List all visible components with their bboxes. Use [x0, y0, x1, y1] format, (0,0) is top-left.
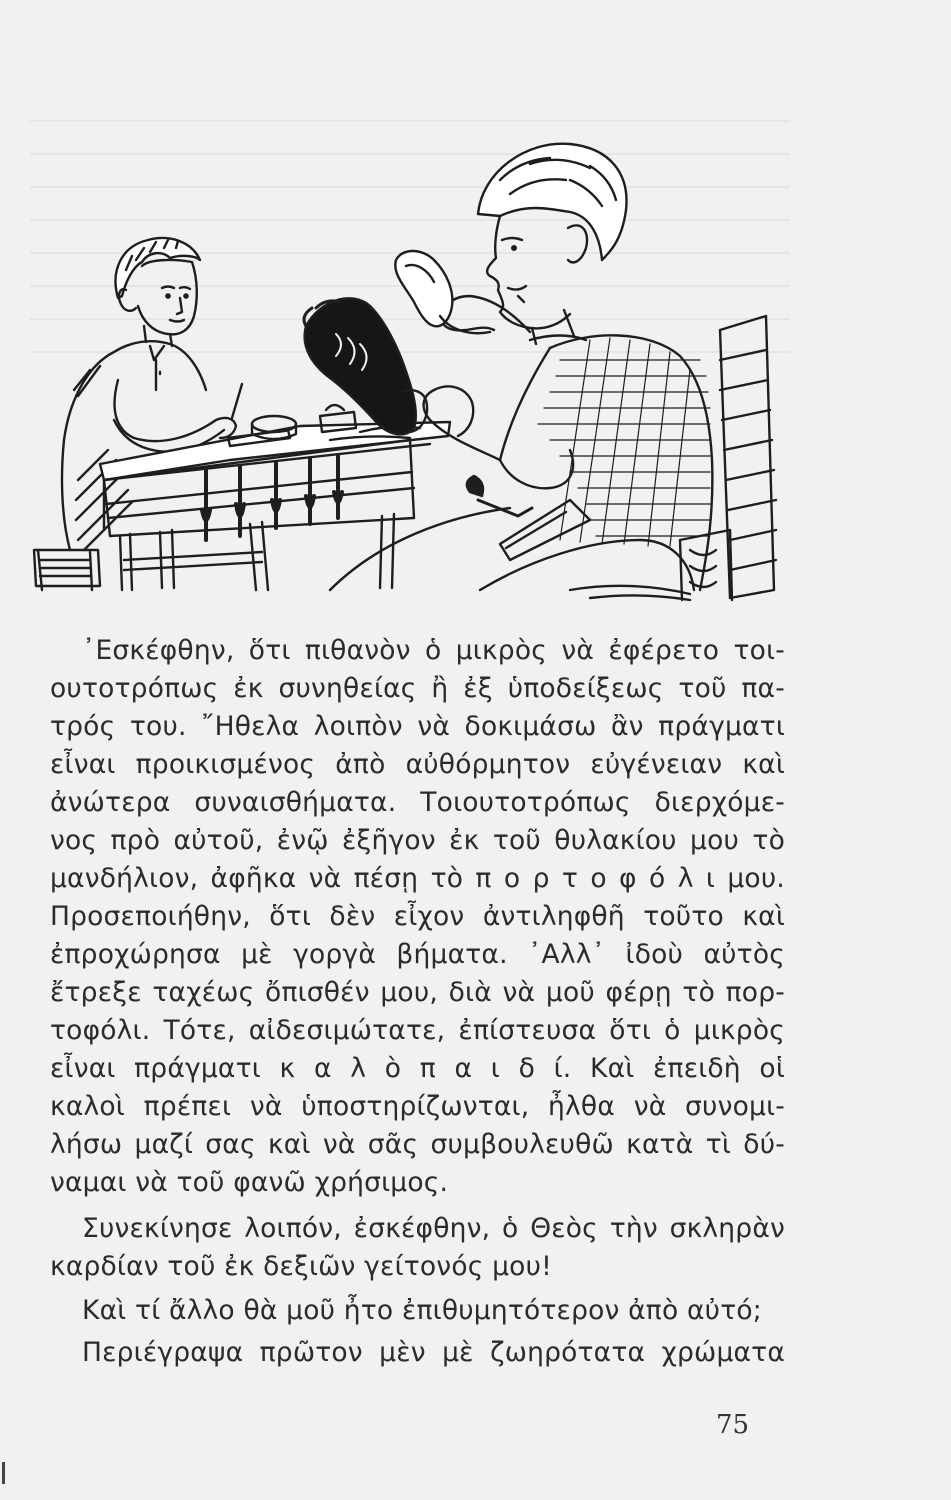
text-line: Προσεποιήθην, ὅτι δὲν εἶχον ἀντιληφθῆ τοῦτο καὶ — [50, 901, 785, 932]
text-line: καρδίαν τοῦ ἐκ δεξιῶν γείτονός μου! — [50, 1251, 552, 1282]
text-line: μανδήλιον, ἀφῆκα νὰ πέσῃ τὸ π ο ρ τ ο φ ό λ ι μου. — [50, 863, 785, 894]
text-line: τρός του. ῎Ηθελα λοιπὸν νὰ δοκιμάσω ἂν πράγματι — [50, 711, 785, 742]
text-line: ἀνώτερα συναισθήματα. Τοιουτοτρόπως διερχόμε- — [50, 787, 785, 818]
workbench — [34, 405, 450, 590]
sole — [395, 251, 490, 333]
text-line: εἶναι πράγματι κ α λ ὸ π α ι δ ί. Καὶ ἐπειδὴ οἱ — [50, 1053, 785, 1084]
text-line: Συνεκίνησε λοιπόν, ἐσκέφθην, ὁ Θεὸς τὴν σκληρὰν — [82, 1213, 785, 1244]
boy-figure — [62, 238, 242, 550]
text-line: Περιέγραψα πρῶτον μὲν μὲ ζωηρότατα χρώματα — [82, 1337, 785, 1368]
text-line: Καὶ τί ἄλλο θὰ μοῦ ἦτο ἐπιθυμητότερον ἀπὸ αὐτό; — [82, 1295, 762, 1326]
text-line: ουτοτρόπως ἐκ συνηθείας ἢ ἐξ ὑποδείξεως τοῦ πα- — [50, 673, 785, 704]
text-line: καλοὶ πρέπει νὰ ὑποστηρίζωνται, ἦλθα νὰ συνομι- — [50, 1091, 785, 1122]
text-line: ἐπροχώρησα μὲ γοργὰ βήματα. ᾿Αλλ᾿ ἰδοὺ αὐτὸς — [50, 939, 785, 970]
text-line: τοφόλι. Τότε, αἰδεσιμώτατε, ἐπίστευσα ὅτι ὁ μικρὸς — [50, 1015, 785, 1046]
shoemaker-illustration — [30, 120, 780, 615]
text-line: ἔτρεξε ταχέως ὄπισθέν μου, διὰ νὰ μοῦ φέρῃ τὸ πορ- — [50, 977, 785, 1008]
page-number: 75 — [716, 1410, 750, 1440]
text-line: ᾿Εσκέφθην, ὅτι πιθανὸν ὁ μικρὸς νὰ ἐφέρετο τοι- — [82, 635, 785, 666]
margin-mark — [2, 1462, 5, 1484]
text-line: νος πρὸ αὐτοῦ, ἐνῷ ἐξῆγον ἐκ τοῦ θυλακίου μου τὸ — [50, 825, 785, 856]
text-line: ναμαι νὰ τοῦ φανῶ χρήσιμος. — [50, 1167, 449, 1198]
black-shoe — [304, 298, 427, 434]
text-line: λήσω μαζί σας καὶ νὰ σᾶς συμβουλευθῶ κατὰ τὶ δύ- — [50, 1129, 785, 1160]
text-line: εἶναι προικισμένος ἀπὸ αὐθόρμητον εὐγένειαν καὶ — [50, 749, 785, 780]
